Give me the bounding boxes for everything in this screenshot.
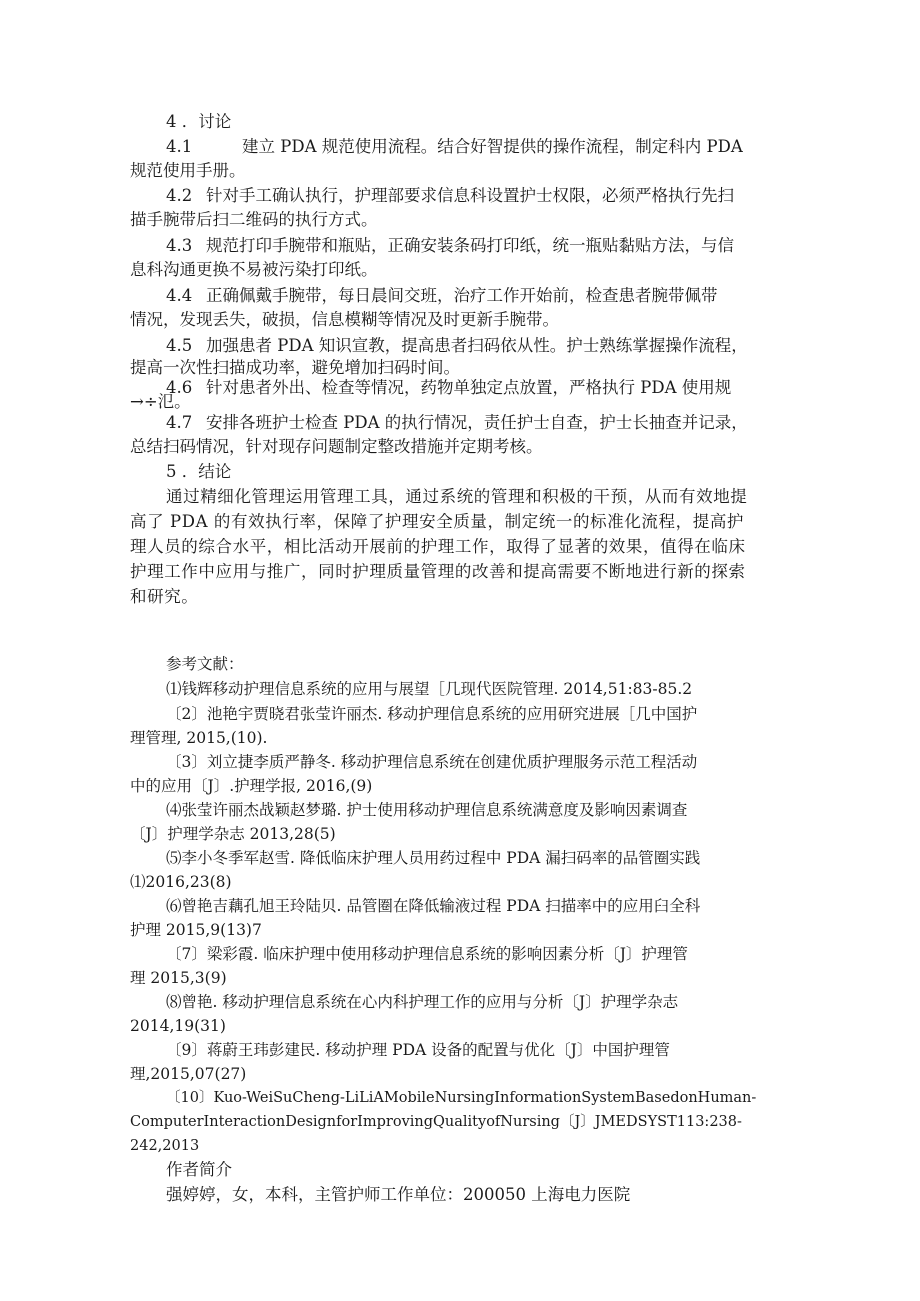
reference-line: 〔3〕刘立捷李质严静冬. 移动护理信息系统在创建优质护理服务示范工程活动: [166, 753, 698, 771]
item-4-2-line-1: 针对手工确认执行，护理部要求信息科设置护士权限，必须严格执行先扫: [206, 186, 734, 205]
item-4-3-line-2: 息科沟通更换不易被污染打印纸。: [130, 260, 378, 279]
reference-line: 〔2〕池艳宇贾晓君张莹许丽杰. 移动护理信息系统的应用研究进展［几中国护: [166, 705, 698, 723]
reference-line: ⑴2016,23(8): [130, 873, 232, 891]
reference-line: 理,2015,07(27): [130, 1065, 247, 1083]
reference-line: 护理 2015,9(13)7: [130, 921, 262, 939]
reference-line: 〔9〕蒋蔚王玮彭建民. 移动护理 PDA 设备的配置与优化〔J〕中国护理管: [166, 1041, 670, 1059]
item-number-4-6: 4.6: [166, 378, 193, 397]
conclusion-line-1: 通过精细化管理运用管理工具，通过系统的管理和积极的干预，从而有效地提: [166, 487, 748, 506]
reference-line: 〔J〕护理学杂志 2013,28(5): [130, 825, 336, 843]
item-4-6-line-2: →÷氾。: [130, 392, 191, 411]
section-heading-conclusion: 5 ．结论: [166, 462, 232, 481]
reference-line: 〔7〕梁彩霞. 临床护理中使用移动护理信息系统的影响因素分析〔J〕护理管: [166, 945, 688, 963]
conclusion-line-2: 高了 PDA 的有效执行率，保障了护理安全质量，制定统一的标准化流程，提高护: [130, 512, 745, 531]
item-number-4-2: 4.2: [166, 186, 193, 205]
item-4-4-line-2: 情况，发现丢失，破损，信息模糊等情况及时更新手腕带。: [130, 310, 559, 329]
item-4-1-line-2: 规范使用手册。: [130, 161, 246, 180]
reference-line: ⑸李小冬季军赵雪. 降低临床护理人员用药过程中 PDA 漏扫码率的品管圈实践: [166, 849, 701, 867]
item-4-5-line-1: 加强患者 PDA 知识宣教，提高患者扫码依从性。护士熟练掌握操作流程，: [206, 336, 748, 355]
section-heading-discussion: 4 ．讨论: [166, 112, 232, 131]
item-4-6-line-1: 针对患者外出、检查等情况，药物单独定点放置，严格执行 PDA 使用规: [206, 378, 732, 397]
reference-line: 242,2013: [130, 1138, 200, 1154]
item-4-3-line-1: 规范打印手腕带和瓶贴，正确安装条码打印纸，统一瓶贴黏贴方法，与信: [206, 236, 734, 255]
conclusion-line-3: 理人员的综合水平，相比活动开展前的护理工作，取得了显著的效果，值得在临床: [130, 537, 746, 556]
item-number-4-4: 4.4: [166, 286, 193, 305]
reference-line: ⑷张莹许丽杰战颖赵梦璐. 护士使用移动护理信息系统满意度及影响因素调查: [166, 801, 688, 819]
reference-line: 中的应用〔J〕.护理学报, 2016,(9): [130, 777, 373, 795]
item-4-1-line-1: 建立 PDA 规范使用流程。结合好智提供的操作流程，制定科内 PDA: [242, 137, 743, 156]
reference-line: ⑴钱辉移动护理信息系统的应用与展望［几现代医院管理. 2014,51:83-85.2: [166, 680, 693, 698]
item-number-4-5: 4.5: [166, 336, 193, 355]
conclusion-line-4: 护理工作中应用与推广，同时护理质量管理的改善和提高需要不断地进行新的探索: [130, 562, 746, 581]
item-4-7-line-1: 安排各班护士检查 PDA 的执行情况，责任护士自查，护士长抽查并记录，: [206, 413, 748, 432]
reference-line: 2014,19(31): [130, 1017, 226, 1035]
item-number-4-7: 4.7: [166, 413, 193, 432]
author-info: 强婷婷，女，本科，主管护师工作单位：200050 上海电力医院: [166, 1185, 631, 1204]
reference-line: 〔10〕Kuo-WeiSuCheng-LiLiAMobileNursingInformationSystemBasedonHuman-: [166, 1090, 757, 1106]
item-number-4-3: 4.3: [166, 236, 193, 255]
references-heading: 参考文献：: [166, 655, 244, 673]
reference-line: ⑻曾艳. 移动护理信息系统在心内科护理工作的应用与分析〔J〕护理学杂志: [166, 993, 679, 1011]
reference-line: ComputerInteractionDesignforImprovingQualityofNursing〔J〕JMEDSYST113:238-: [130, 1114, 742, 1130]
conclusion-line-5: 和研究。: [130, 587, 199, 606]
item-4-4-line-1: 正确佩戴手腕带，每日晨间交班，治疗工作开始前，检查患者腕带佩带: [206, 286, 718, 305]
author-heading: 作者简介: [166, 1160, 232, 1179]
item-4-2-line-2: 描手腕带后扫二维码的执行方式。: [130, 210, 378, 229]
reference-line: ⑹曾艳吉藕孔旭王玲陆贝. 品管圈在降低输液过程 PDA 扫描率中的应用臼全科: [166, 897, 701, 915]
item-4-7-line-2: 总结扫码情况，针对现存问题制定整改措施并定期考核。: [130, 437, 543, 456]
reference-line: 理管理, 2015,(10).: [130, 729, 268, 747]
item-number-4-1: 4.1: [166, 137, 193, 156]
item-4-5-line-2: 提高一次性扫描成功率，避免增加扫码时间。: [130, 358, 460, 377]
reference-line: 理 2015,3(9): [130, 969, 227, 987]
